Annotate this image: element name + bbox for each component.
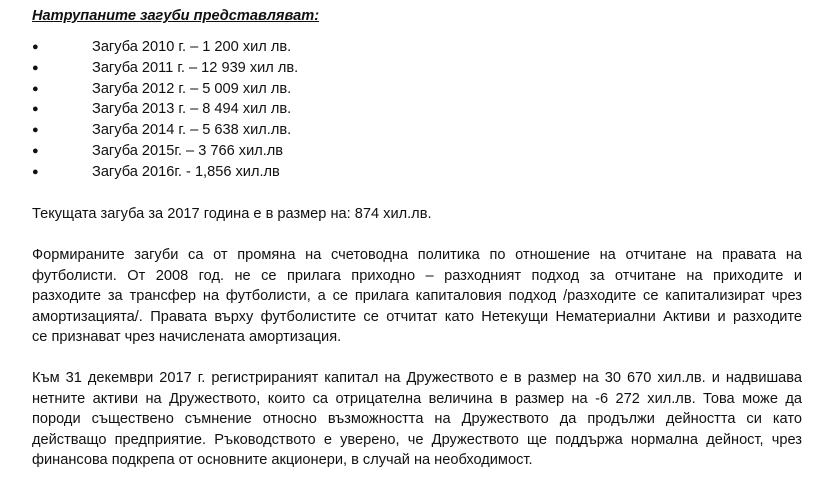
loss-text: Загуба 2014 г. – 5 638 хил.лв. bbox=[92, 122, 292, 139]
losses-heading: Натрупаните загуби представляват: bbox=[32, 8, 320, 24]
current-loss-text: Текущата загуба за 2017 година е в размер на: 874 хил.лв. bbox=[32, 206, 432, 222]
paragraph-line: нетните активи на Дружеството, които са отрицателна величина в размер на -6 272 хил.лв. Това може да bbox=[32, 390, 802, 407]
bullet-icon: ● bbox=[32, 103, 39, 116]
paragraph-going-concern bbox=[32, 368, 802, 471]
loss-text: Загуба 2013 г. – 8 494 хил лв. bbox=[92, 101, 292, 118]
bullet-icon: ● bbox=[32, 41, 39, 53]
loss-text: Загуба 2010 г. – 1 200 хил лв. bbox=[92, 39, 292, 55]
paragraph-line: Формираните загуби са от промяна на счетоводна политика по отношение на отчитане на правата на bbox=[32, 247, 802, 263]
bullet-icon: ● bbox=[32, 124, 39, 137]
loss-text: Загуба 2012 г. – 5 009 хил лв. bbox=[92, 80, 292, 97]
paragraph-line: се признават чрез начислената амортизация. bbox=[32, 329, 342, 345]
paragraph-line: действащо предприятие. Ръководството е уверено, че Дружеството ще поддържа нормална дейност, чрез bbox=[32, 431, 802, 448]
paragraph-line: амортизацията/. Правата върху футболистите се отчитат като Нетекущи Нематериални Активи и разходите bbox=[32, 308, 802, 325]
paragraph-line: Към 31 декември 2017 г. регистрираният капитал на Дружеството е в размер на 30 670 хил.лв. и надвишава bbox=[32, 370, 802, 386]
paragraph-line: финансова подкрепа от основните акционери, в случай на необходимост. bbox=[32, 452, 533, 468]
paragraph-line: разходите за трансфер на футболисти, а се прилага капиталовия подход /разходите се капитализират чрез bbox=[32, 288, 802, 304]
bullet-icon: ● bbox=[32, 144, 39, 157]
bullet-icon: ● bbox=[32, 61, 39, 74]
loss-text: Загуба 2016г. - 1,856 хил.лв bbox=[92, 163, 280, 180]
loss-text: Загуба 2011 г. – 12 939 хил лв. bbox=[92, 59, 299, 76]
bullet-icon: ● bbox=[32, 82, 39, 95]
bullet-icon: ● bbox=[32, 165, 39, 178]
paragraph-line: футболисти. От 2008 год. не се прилага приходно – разходният подход за отчитане на приходите и bbox=[32, 267, 802, 284]
loss-text: Загуба 2015г. – 3 766 хил.лв bbox=[92, 142, 284, 159]
paragraph-line: породи съществено съмнение относно възможността на Дружеството да продължи дейността си като bbox=[32, 411, 802, 427]
paragraph-accounting-policy bbox=[32, 245, 802, 348]
